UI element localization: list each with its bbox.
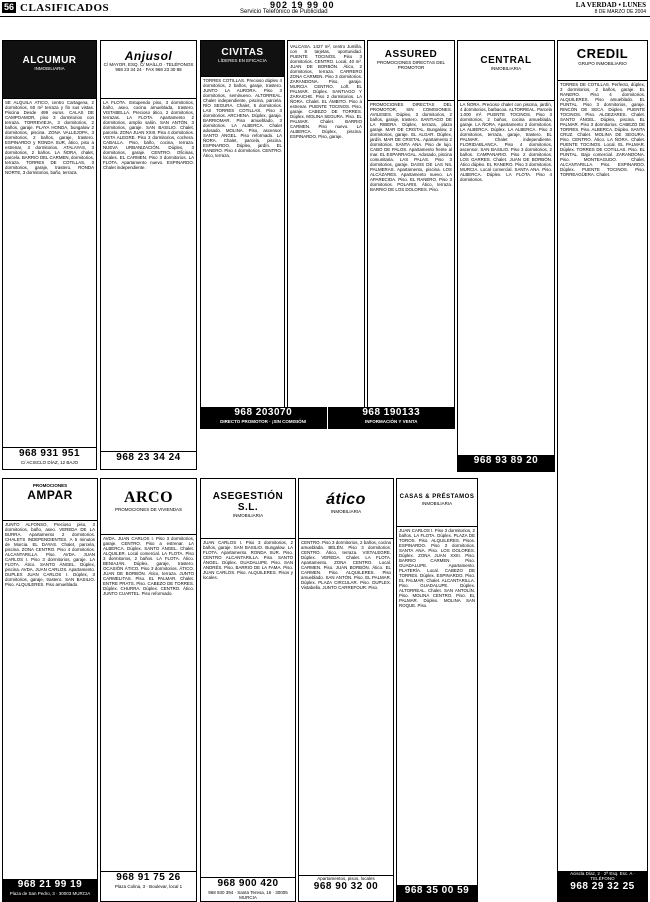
assured-listings: PROMOCIONES DIRECTAS DEL PROMOTOR, SIN COMISIONES. AVILESES. Dúplex, 3 dormitorios, 2 baños, garaje, trastero. SANTIAGO DE LA RIBERA. Dúplex, terraza, plaza garaje. MAR DE CRISTAL. Bungalow, 2 dormitorios, garaje. EL ALGAR. Dúplex, jardín. MAR DE CRISTAL. Apartamento 2 dormitorios. SANTA ANA. Piso de lujo. CABO DE PALOS. Apartamento frente al mar. EL ESPARRAGAL. Adosado, piscina comunitaria. LAS PALAS. Piso 3 dormitorios, garaje. DASIS DE LAS NIL PALMERAS. Apartamento, piscina. LOS ALCÁZARES. Apartamento nuevo. LA APARECIDA. Piso. EL RANERO. Piso 3 dormitorios. POLARIS. Ático, terraza. BARRIO DE LOS DOLORES. Piso.	[370, 102, 452, 192]
section-title: CLASIFICADOS	[20, 2, 110, 14]
ampar-logo: PROMOCIONES AMPAR	[3, 479, 97, 521]
ad-service: Servicio Telefónico de Publicidad	[240, 9, 328, 15]
casas-footer: 968 35 00 59	[397, 885, 477, 901]
casas-logo: CASAS & PRÉSTAMOS INMOBILIARIA	[397, 479, 477, 527]
civitas-listings: TORRES COTILLAS. Precioso dúplex 4 dormitorios, 2 baños, garaje, trastero. JUNTO LA AURORA. Piso 3 dormitorios, seminuevo. ALTORREAL. Chalet independiente, piscina, parcela. RÍO SEGURA. Chalet, 5 dormitorios. LAS TORRES COTILLAS. Piso 3 dormitorios. ARCHENA. Dúplex, garaje. BARRIOMAR. Piso amueblado, 3 dormitorios. LA ALBERCA. Chalet adosado. MOLINA. Piso, ascensor. SANTO ÁNGEL. Piso reformado. LA ÑORA. Chalet, parcela, piscina. ESPINARDO. Dúplex, jardín. EL RANERO. Piso 4 dormitorios. CENTRO. Ático, terraza.	[203, 78, 282, 158]
credil-logo: CREDIL GRUPO INMOBILIARIO	[558, 41, 647, 81]
central-listings: LA ÑORA. Precioso chalet con piscina, jardín, 4 dormitorios, barbacoa. ALTORREAL. Parcela 1.000 m². PUENTE TOCINOS. Piso 3 dormitorios, 2 baños, cocina amueblada, garaje. LA ÑORA. Apartamento 2 dormitorios. LA ALBERCA. Dúplex. LA ALBERCA. Piso 3 dormitorios, terraza, garaje, trastero. EL PALMAR. Chalet independiente. FLORIDABLANCA. Piso 4 dormitorios, ascensor. SAN BASILIO. Piso 3 dormitorios, 2 baños. CAMPANARIO. Piso 2 dormitorios. LOS GARRES. Chalet. JUAN DE BORBÓN. Ático dúplex. EL RANERO. Piso 3 dormitorios. MURCIA. Local comercial. SANTA ANA. Piso. ALBERCA. Dúplex. LA FLOTA. Piso 4 dormitorios.	[460, 102, 552, 182]
ad-arco	[100, 478, 197, 902]
page-header	[0, 0, 650, 17]
credil-listings: TORRES DE COTILLAS. Perfecto, dúplex, 3 dormitorios, 2 baños, garaje. EL RANERO. Piso 4 dormitorios. ALQUILERES. Piso amueblado. EL PUNTAL. Piso 3 dormitorios, garaje. RINCÓN DE SECA. Dúplex. PUENTE TOCINOS. Piso. ALGEZARES. Chalet. SANTO ÁNGEL. Dúplex, piscina. EL PALMAR. Piso 3 dormitorios. CABEZO DE TORRES. Piso. ALBERCA. Dúplex. SANTA CRUZ. Chalet. MOLINA DE SEGURA. Piso. CENTRO. Ático. LA ÑORA. Chalet. PUENTE TOCINOS. Local. EL PALMAR. Dúplex. TORRES DE COTILLAS. Piso. EL PUNTAL. Bajo comercial. ZARANDONA. Piso. MONTEAGUDO. Chalet. ALCANTARILLA. Piso. ESPINARDO. Dúplex. PUENTE TOCINOS. Piso. TORREAGÜERA. Chalet.	[560, 82, 645, 177]
page-number: 56	[4, 2, 15, 12]
attico-logo: ático INMOBILIARIA	[299, 479, 393, 539]
ad-civitas	[200, 40, 285, 408]
central-footer: 968 93 89 20	[458, 455, 554, 471]
alcumur-listings: SE ALQUILA ATICO, centro Cartagena, 2 dormitorios, 60 m² terraza y fin sus vistas. Piscina Desde 499 euros. CALAS DE CAMPOAMOR, piso 3 dormitorios con terraza. TORREVIEJA, 3 dormitorios, 2 baños, garaje. PLAYA HONDA, bungalow 2 dormitorios, piscina. ZONA VALLEJOPA, 3 dormitorios, 2 baños, garaje, trastero. ESPINARDO y RONDA SUR, ático, piso a estrenar, 3 dormitorios. ATALAYAS, 3 dormitorios, 2 baños. LA ÑORA, chalet, parcela. BARRIO DEL CARMEN, dormitorios, terraza. TORRES DE COTILLAS, 3 dormitorios, garaje, trastero. RONDA NORTE, 3 dormitorios, baño, terraza.	[5, 100, 94, 175]
arco-footer: 968 91 75 26 Plaza Colina, 3 · Boulevar, local 1	[101, 871, 196, 901]
asegestion-listings: JUAN CARLOS I. Piso 3 dormitorios, 2 baños, garaje. SAN BASILIO. Bungalow. LA FLOTA. Apartamento. RONDA SUR. Piso. CENTRO ALCANTARILLA. Piso. SANTO ÁNGEL. Dúplex. GUADALUPE. Piso. SAN ANDRÉS. Piso. BARRIO DE LA FAMA. Piso. JUAN CARLOS. Piso. ALQUILERES. Pisos y locales.	[203, 540, 293, 580]
asegestion-footer: 968 900 420 968 930 394 · Santa Teresa, 16 · 30005 MURCIA	[201, 877, 295, 901]
casas-listings: JUAN CARLOS I. Piso 3 dormitorios, 2 baños. LA FLOTA. Dúplex. PLAZA DE TOROS. Piso. ALQUILERES. Pisos. ESPINARDO. Piso 3 dormitorios. SANTA ANA. Piso. LOS DOLORES. Dúplex. ZONA JUAN XXIII. Piso. BARRIO CARMEN. Piso. GUADALUPE. Apartamento. PLATERÍA. Local. CABEZO DE TORRES. Dúplex. ESPINARDO. Piso. EL PALMAR. Chalet. ALCANTARILLA. Piso. GUADALUPE. Dúplex. ALTORREAL. Chalet. SAN ANTOLÍN. Piso. MOLINA CENTRO. Piso. EL PALMAR. Dúplex. MOLINA SAN ROQUE. Piso.	[399, 528, 475, 608]
promoter-banner	[200, 407, 455, 429]
assured-banner: 968 190133 INFORMACIÓN Y VENTA	[362, 407, 421, 424]
ad-credil	[557, 40, 648, 902]
alcumur-footer: 968 931 951 C/ ACISCLO DÍAZ, 12 BAJO	[3, 447, 96, 469]
issue-date: 8 DE MARZO DE 2004	[594, 9, 646, 15]
ampar-listings: JUNTO ALFONSO, Precioso piso, 3 dormitorios, baño, aseo. VEREDA DE LA BURRA. Apartamento 2 dormitorios. CHALETS INDEPENDIENTES. A 5 minutos de Murcia. EL DAYAS. Chalet, parcela, piscina. ZONA CENTRO. Piso 4 dormitorios. ALCANTARILLA. Piso. AVDA. JUAN CARLOS I. Piso 3 dormitorios, garaje. LA FLOTA. Ático. SANTO ÁNGEL. Dúplex, piscina. AVDA. JUAN CARLOS. Apartamento. DUPLEX JUAN CARLOS I. Dúplex, 3 dormitorios, garaje, trastero. SAN BASILIO. Piso. ALQUILERES. Piso amueblado.	[5, 522, 95, 587]
asegestion-logo: ASEGESTIÓN S.L. INMOBILIARIA	[201, 479, 295, 539]
ad-alcumur	[2, 40, 97, 470]
arco-logo: ARCO PROMOCIONES DE VIVIENDAS	[101, 479, 196, 535]
civitas-logo: CIVITAS LÍDERES EN EFICACIA	[201, 41, 284, 77]
ad-anjusol	[100, 40, 197, 470]
ad-phone: 902 19 99 00	[270, 0, 335, 10]
attico-listings: CENTRO. Piso 3 dormitorios, 2 baños, cocina amueblada. BELÉN. Piso 3 dormitorios. CENTRO. Ático, terraza. VISTALEGRE. Dúplex. VEREDA. Chalet. LA FLOTA. Apartamento. ZONA CENTRO. Local. CARMEN. Piso. JUAN BORBÓN. Ático. EL CARMEN. Piso. ALQUILERES. Piso amueblado. SAN ANTÓN. Piso. EL PALMAR. Dúplex. PLAZA CIRCULAR. Piso. DUPLEX. Vistabella. JUNTO CARREFOUR. Piso.	[301, 540, 391, 590]
assured-logo: ASSURED PROMOCIONES DIRECTAS DEL PROMOTOR	[368, 41, 454, 101]
alcumur-logo: ALCUMUR INMOBILIARIA	[3, 41, 96, 99]
ad-asegestion	[200, 478, 296, 902]
anjusol-logo: Anjusol C/ MAYOR, ESQ. C/ MAÍLLO · TELÉFONOS 968 23 34 24 · FAX 968 23 30 88	[101, 41, 196, 99]
ad-valcasa	[287, 40, 365, 408]
ampar-footer: 968 21 99 19 Plaza de San Pedro, 3 · 30003 MURCIA	[3, 879, 97, 901]
newspaper-brand: LA VERDAD • LUNES	[575, 1, 646, 9]
ad-central	[457, 40, 555, 472]
central-logo: CENTRAL INMOBILIARIA	[458, 41, 554, 101]
ad-assured	[367, 40, 455, 408]
credil-footer: Aciscla Díaz, 2 · 2ª Esq. Esc. A · TELÉFONO 968 29 32 25	[558, 871, 647, 901]
ad-casas-prestamos	[396, 478, 478, 902]
valcasa-banner: 968 203070 DIRECTO PROMOTOR · ¡SIN COMISIÓN!	[200, 407, 328, 429]
attico-footer: Apartamentos, pisos, locales 968 90 32 00	[299, 875, 393, 901]
arco-listings: AVDA. JUAN CARLOS I. Piso 3 dormitorios, garaje. CENTRO. Piso a estrenar. LA ALBERCA. Dúplex. SANTO ÁNGEL. Chalet. ALQUILER. Local comercial. LA FLOTA. Piso 3 dormitorios, 2 baños. LA FLOTA. Ático. BENIAJÁN. Dúplex, garaje, trastero. OCASIÓN ÁTICO. Piso 3 dormitorios. ÁTICO. JUAN DE BORBÓN. Ático, terraza. JUNTO CARMELITAS. Piso. EL PALMAR. Chalet. ENTRE PRATS. Piso. CABEZO DE TORRES. Dúplex. CHURRA. Dúplex. CENTRO. Ático. JUNTO CUARTEL. Piso reformado.	[103, 536, 194, 596]
anjusol-footer: 968 23 34 24	[101, 451, 196, 469]
ad-ampar	[2, 478, 98, 902]
valcasa-listings: VALCASA. 1427 m², centro Jumilla, con 8 tarjetas, oportunidad. PUENTE TOCINOS. Piso 3 dormitorios. CENTRO. Local, 40 m². JUAN DE BORBÓN. Ático, 2 dormitorios, terraza. CARRERO ZONA CARMEN. Piso 3 dormitorios. ZARANDONA. Piso, garaje. MURCIA CENTRO. Loft. EL PALMAR. Dúplex. SANTIAGO Y ZARAICHE. Piso 2 dormitorios. LA ÑORA. Chalet. EL ÁMBITO. Piso a estrenar. PUENTE TOCINOS. Piso, garaje. CABEZO DE TORRES. Dúplex. MOLINA SEGURA. Piso. EL PALMAR. Chalet. BARRIO CARMEN. Piso nuevo. LA ALBERCA. Dúplex, piscina. ESPINARDO. Piso, garaje.	[290, 44, 362, 139]
anjusol-listings: LA FLOTA. Estupendo piso, 3 dormitorios, baño, aseo, cocina amueblada, trastero. VISTABELLA. Precioso ático, 2 dormitorios, terrazas. LA FLOTA. Apartamento 2 dormitorios, amplio salón. SAN ANTÓN. 3 dormitorios, garaje. SAN BASILIO. Chalet, parcela. ZONA JUAN XXIII. Piso 4 dormitorios. VISTA ALEGRE. Piso 3 dormitorios, cochera. CABALLA. Piso, baño, cocina, terraza. NUEVA URBANIZACIÓN. Dúplex, 3 dormitorios, garaje. CENTRO. Oficinas, locales. EL CARMEN. Piso 3 dormitorios. LA FLOTA. Apartamento nuevo. ESPINARDO. Chalet independiente.	[103, 100, 195, 170]
ad-attico	[298, 478, 394, 902]
